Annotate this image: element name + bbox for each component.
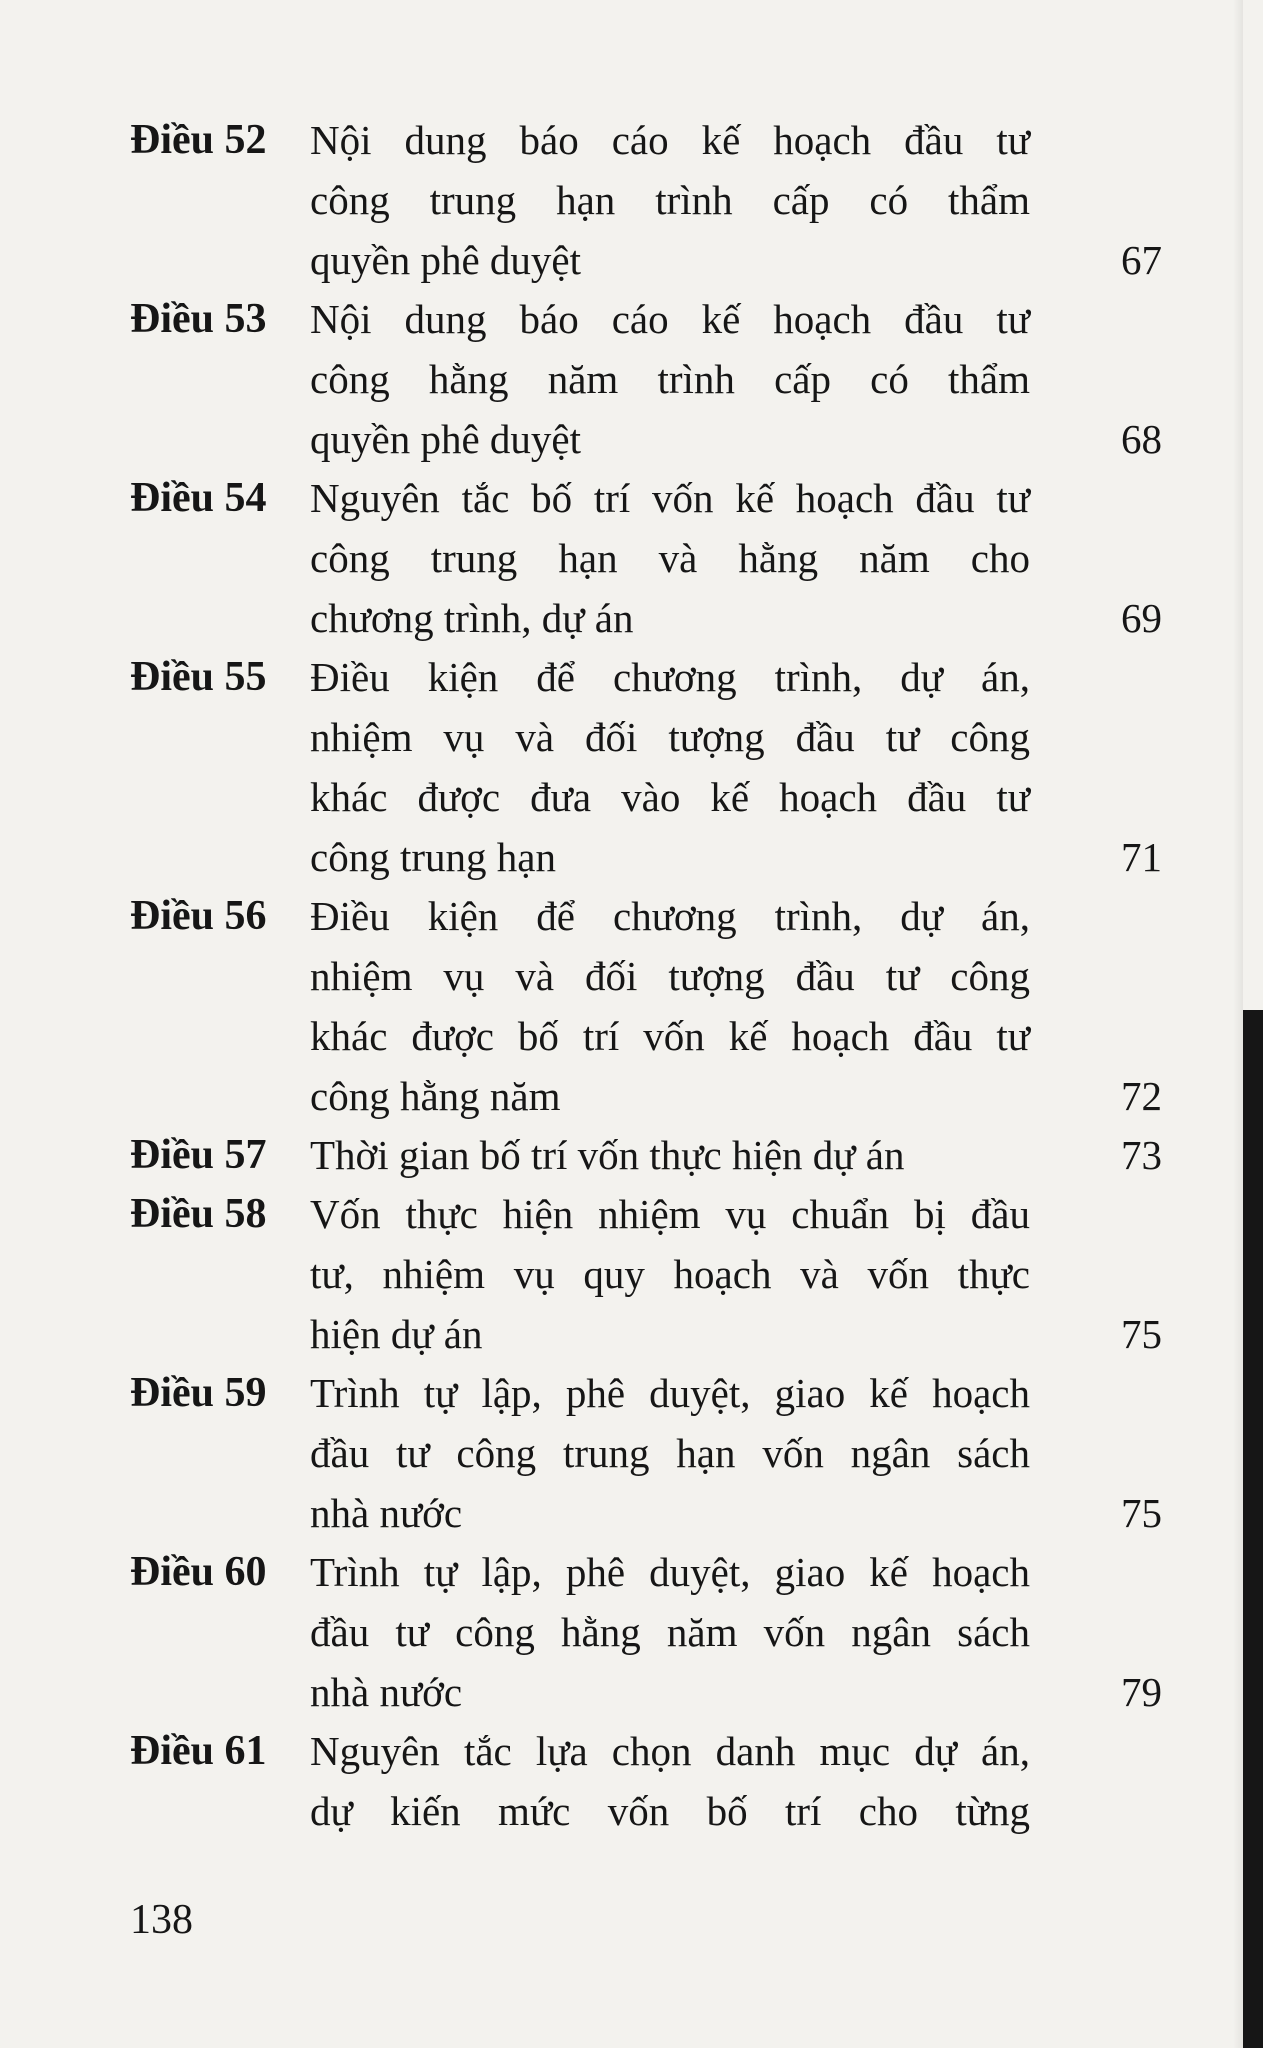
- title-line: công hằng năm trình cấp có thẩm: [310, 356, 1030, 402]
- title-text: hiện dự án: [310, 1311, 483, 1357]
- article-title: [310, 1125, 1162, 1185]
- title-last-line: [310, 409, 1162, 469]
- page-edge: [1243, 1010, 1263, 2048]
- title-text: quyền phê duyệt: [310, 237, 581, 283]
- article-label: Điều 58: [130, 1191, 267, 1237]
- title-line: Điều kiện để chương trình, dự án,: [310, 893, 1030, 939]
- title-text: nhà nước: [310, 1490, 463, 1536]
- page-gutter-shadow: [1233, 0, 1243, 2048]
- title-last-line: [310, 588, 1162, 648]
- page-reference: 73: [1121, 1132, 1162, 1178]
- page-reference: 72: [1121, 1073, 1162, 1119]
- article-title: [310, 1721, 1162, 1841]
- title-text: công hằng năm: [310, 1073, 561, 1119]
- title-text: công trung hạn: [310, 834, 556, 880]
- article-title: [310, 110, 1162, 290]
- page-reference: 75: [1121, 1311, 1162, 1357]
- title-last-line: [310, 1662, 1162, 1722]
- title-last-line: [310, 1066, 1162, 1126]
- page-reference: 71: [1121, 834, 1162, 880]
- title-line: nhiệm vụ và đối tượng đầu tư công: [310, 714, 1030, 760]
- article-title: [310, 289, 1162, 469]
- title-text: quyền phê duyệt: [310, 416, 581, 462]
- title-last-line: [310, 230, 1162, 290]
- title-line: Nội dung báo cáo kế hoạch đầu tư: [310, 117, 1030, 163]
- title-line: tư, nhiệm vụ quy hoạch và vốn thực: [310, 1251, 1030, 1297]
- article-title: [310, 647, 1162, 887]
- page-reference: 75: [1121, 1490, 1162, 1536]
- article-title: [310, 1542, 1162, 1722]
- article-label: Điều 57: [130, 1132, 267, 1178]
- title-line: đầu tư công hằng năm vốn ngân sách: [310, 1609, 1030, 1655]
- title-line: Nội dung báo cáo kế hoạch đầu tư: [310, 296, 1030, 342]
- article-title: [310, 468, 1162, 648]
- article-label: Điều 56: [130, 893, 267, 939]
- title-line: Trình tự lập, phê duyệt, giao kế hoạch: [310, 1370, 1030, 1416]
- title-last-line: [310, 1483, 1162, 1543]
- title-line: công trung hạn trình cấp có thẩm: [310, 177, 1030, 223]
- title-line: Điều kiện để chương trình, dự án,: [310, 654, 1030, 700]
- title-last-line: [310, 1304, 1162, 1364]
- title-line: khác được bố trí vốn kế hoạch đầu tư: [310, 1013, 1030, 1059]
- page-reference: 69: [1121, 595, 1162, 641]
- page-reference: 68: [1121, 416, 1162, 462]
- title-line: Nguyên tắc bố trí vốn kế hoạch đầu tư: [310, 475, 1030, 521]
- title-last-line: [310, 1125, 1162, 1185]
- article-title: [310, 1184, 1162, 1364]
- title-text: chương trình, dự án: [310, 595, 634, 641]
- title-line: Trình tự lập, phê duyệt, giao kế hoạch: [310, 1549, 1030, 1595]
- title-line: đầu tư công trung hạn vốn ngân sách: [310, 1430, 1030, 1476]
- title-line: khác được đưa vào kế hoạch đầu tư: [310, 774, 1030, 820]
- article-label: Điều 60: [130, 1549, 267, 1595]
- page-reference: 67: [1121, 237, 1162, 283]
- article-label: Điều 53: [130, 296, 267, 342]
- article-title: [310, 1363, 1162, 1543]
- article-label: Điều 54: [130, 475, 267, 521]
- article-label: Điều 59: [130, 1370, 267, 1416]
- page-number: 138: [130, 1897, 193, 1943]
- title-line: công trung hạn và hằng năm cho: [310, 535, 1030, 581]
- title-last-line: [310, 827, 1162, 887]
- article-label: Điều 52: [130, 117, 267, 163]
- page-reference: 79: [1121, 1669, 1162, 1715]
- title-line: Nguyên tắc lựa chọn danh mục dự án,: [310, 1728, 1030, 1774]
- title-text: Thời gian bố trí vốn thực hiện dự án: [310, 1132, 905, 1178]
- article-label: Điều 55: [130, 654, 267, 700]
- article-label: Điều 61: [130, 1728, 267, 1774]
- title-text: nhà nước: [310, 1669, 463, 1715]
- title-line: nhiệm vụ và đối tượng đầu tư công: [310, 953, 1030, 999]
- article-title: [310, 886, 1162, 1126]
- title-line: Vốn thực hiện nhiệm vụ chuẩn bị đầu: [310, 1191, 1030, 1237]
- title-line: dự kiến mức vốn bố trí cho từng: [310, 1788, 1030, 1834]
